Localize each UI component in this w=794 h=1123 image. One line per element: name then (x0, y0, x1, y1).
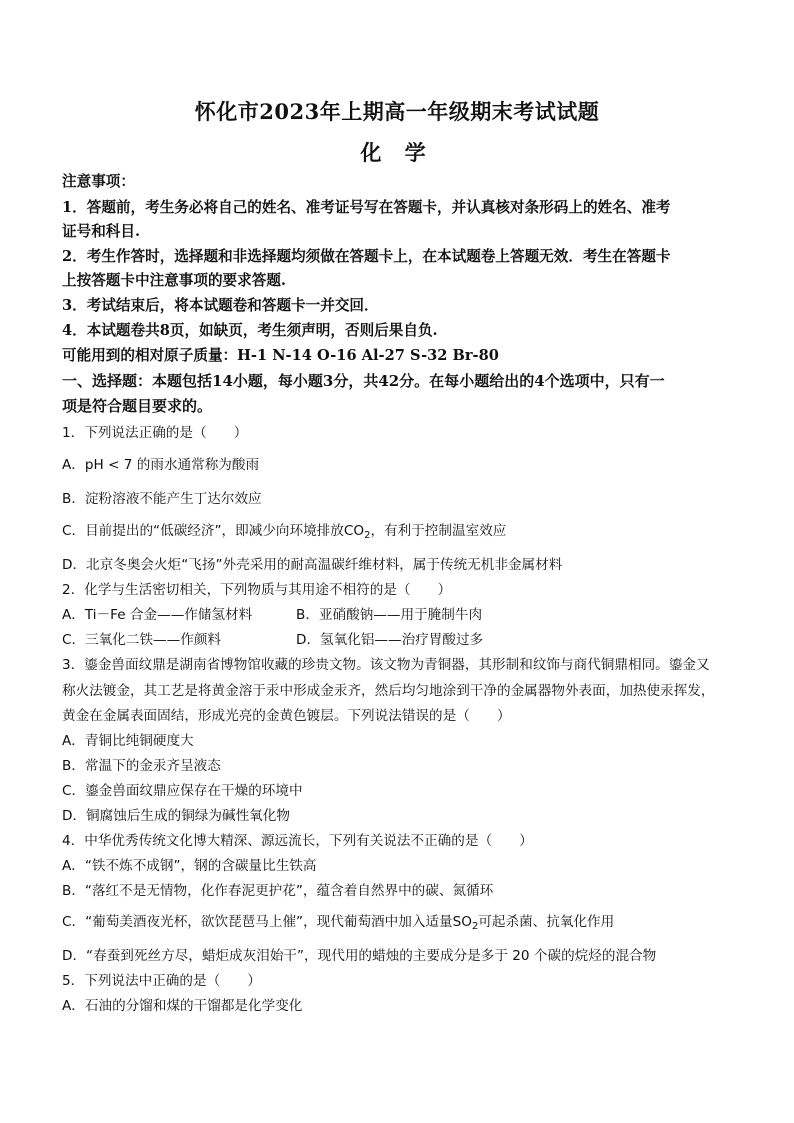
q2-row-2 (62, 630, 734, 650)
q2-option-c: C．三氧化二铁——作颜料 (62, 632, 222, 648)
q4-option-c-post: 可起杀菌、抗氧化作用 (478, 914, 615, 930)
q1-option-c (62, 521, 734, 541)
q3-option-c: C．鎏金兽面纹鼎应保存在干燥的环境中 (62, 783, 303, 799)
q4-option-a: A．“铁不炼不成钢”，钢的含碳量比生铁高 (62, 858, 317, 874)
q5-stem: 5．下列说法中正确的是（ ） (62, 973, 261, 989)
q4-option-c-sub: 2 (471, 921, 479, 932)
q3-stem-b: 称火法镀金，其工艺是将黄金溶于汞中形成金汞齐，然后均匀地涂到干净的金属器物外表面，加热使汞挥发， (62, 683, 715, 699)
section-heading-b: 项是符合题目要求的。 (62, 397, 213, 415)
q4-stem: 4．中华优秀传统文化博大精深、源远流长，下列有关说法不正确的是（ ） (62, 833, 533, 849)
q3-option-d: D．铜腐蚀后生成的铜绿为碱性氧化物 (62, 808, 290, 824)
q3-stem-c: 黄金在金属表面固结，形成光亮的金黄色镀层。下列说法错误的是（ ） (62, 708, 511, 724)
q2-row-1 (62, 605, 734, 625)
q4-option-c-pre: C．“葡萄美酒夜光杯，欲饮琵琶马上催”，现代葡萄酒中加入适量SO (62, 914, 472, 930)
section-heading-a: 一、选择题：本题包括14小题，每小题3分，共42分。在每小题给出的4个选项中，只有一 (62, 372, 665, 390)
q1-option-c-pre: C．目前提出的“低碳经济”，即减少向环境排放CO (62, 523, 365, 539)
notes-item-2b: 上按答题卡中注意事项的要求答题. (62, 272, 286, 289)
q2-option-a: A．Ti－Fe 合金——作储氢材料 (62, 607, 253, 623)
notes-item-1b: 证号和科目. (62, 223, 141, 240)
q1-option-d: D．北京冬奥会火炬“飞扬”外壳采用的耐高温碳纤维材料，属于传统无机非金属材料 (62, 557, 563, 573)
q1-option-c-post: ，有利于控制温室效应 (370, 523, 507, 539)
notes-item-4: 4．本试题卷共8页，如缺页，考生须声明，否则后果自负. (62, 322, 438, 339)
q1-option-b: B．淀粉溶液不能产生丁达尔效应 (62, 491, 262, 507)
exam-title: 怀化市2023年上期高一年级期末考试试题 (194, 99, 600, 124)
notes-heading: 注意事项： (62, 173, 135, 190)
notes-item-1a: 1．答题前，考生务必将自己的姓名、准考证号写在答题卡，并认真核对条形码上的姓名、准考 (62, 199, 671, 216)
q3-stem-a: 3．鎏金兽面纹鼎是湖南省博物馆收藏的珍贵文物。该文物为青铜器，其形制和纹饰与商代铜鼎相同。鎏金又 (62, 657, 710, 673)
q3-option-a: A．青铜比纯铜硬度大 (62, 733, 194, 749)
q2-stem: 2．化学与生活密切相关，下列物质与其用途不相符的是（ ） (62, 582, 452, 598)
atomic-masses: 可能用到的相对原子质量：H-1 N-14 O-16 Al-27 S-32 Br-80 (62, 347, 499, 364)
q2-option-d: D．氢氧化铝——治疗胃酸过多 (296, 632, 484, 648)
q2-option-b: B．亚硝酸钠——用于腌制牛肉 (296, 607, 483, 623)
subject-title: 化 学 (360, 140, 434, 165)
q1-option-c-sub: 2 (364, 530, 371, 541)
q1-stem: 1．下列说法正确的是（ ） (62, 425, 248, 441)
q4-option-c (62, 912, 734, 932)
notes-item-3: 3．考试结束后，将本试题卷和答题卡一并交回． (62, 297, 379, 314)
q5-option-a: A．石油的分馏和煤的干馏都是化学变化 (62, 998, 303, 1014)
q4-option-b: B．“落红不是无情物，化作春泥更护花”，蕴含着自然界中的碳、氮循环 (62, 883, 494, 899)
q3-option-b: B．常温下的金汞齐呈液态 (62, 758, 221, 774)
q4-option-d: D．“春蚕到死丝方尽，蜡炬成灰泪始干”，现代用的蜡烛的主要成分是多于 20 个碳的烷烃的混合物 (62, 948, 657, 964)
q1-option-a: A．pH < 7 的雨水通常称为酸雨 (62, 457, 260, 473)
notes-item-2a: 2．考生作答时，选择题和非选择题均须做在答题卡上，在本试题卷上答题无效．考生在答题卡 (62, 248, 671, 265)
